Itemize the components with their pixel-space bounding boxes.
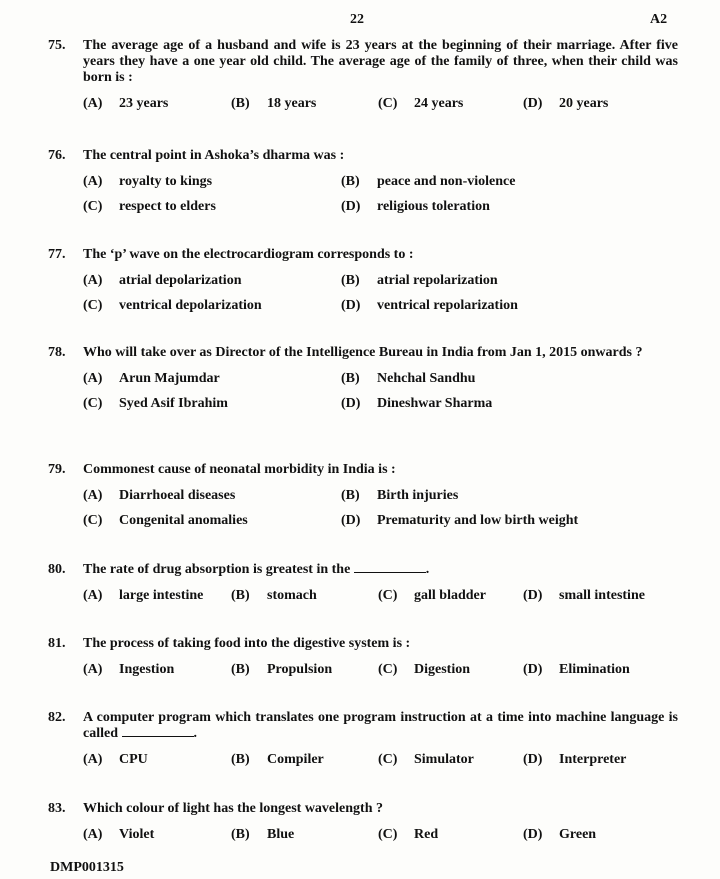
option-b[interactable]: (B) stomach	[231, 588, 317, 603]
question-80	[48, 562, 678, 613]
question-text: The average age of a husband and wife is 23 years at the beginning of their marriage. After five years they have a one year old child. The average age of the family of three, when their child was born is :	[83, 38, 678, 85]
option-d[interactable]: (D) Prematurity and low birth weight	[341, 513, 579, 528]
question-text-body: The rate of drug absorption is greatest in the	[83, 562, 351, 577]
option-d[interactable]: (D) Dineshwar Sharma	[341, 396, 493, 411]
question-79	[48, 462, 678, 538]
options	[83, 752, 678, 777]
option-b[interactable]: (B) Nehchal Sandhu	[341, 371, 476, 386]
option-b[interactable]: (B) Blue	[231, 827, 295, 842]
option-b[interactable]: (B) atrial repolarization	[341, 273, 498, 288]
footer-code: DMP001315	[50, 860, 124, 875]
options	[83, 488, 678, 538]
option-d[interactable]: (D) Elimination	[523, 662, 630, 677]
option-a[interactable]: (A) CPU	[83, 752, 148, 767]
question-number: 77.	[48, 247, 66, 262]
option-d[interactable]: (D) 20 years	[523, 96, 609, 111]
options	[83, 96, 678, 121]
option-a[interactable]: (A) Violet	[83, 827, 155, 842]
option-d[interactable]: (D) Interpreter	[523, 752, 627, 767]
option-c[interactable]: (C) gall bladder	[378, 588, 486, 603]
question-76	[48, 148, 678, 224]
options	[83, 827, 678, 852]
option-b[interactable]: (B) Birth injuries	[341, 488, 459, 503]
option-a[interactable]: (A) Ingestion	[83, 662, 175, 677]
question-number: 78.	[48, 345, 66, 360]
option-c[interactable]: (C) Congenital anomalies	[83, 513, 248, 528]
question-text-body: A computer program which translates one program instruction at a time into machine language is called	[83, 710, 678, 741]
page-number: 22	[350, 12, 364, 27]
option-c[interactable]: (C) Digestion	[378, 662, 470, 677]
option-d[interactable]: (D) religious toleration	[341, 199, 490, 214]
options	[83, 588, 678, 613]
question-78	[48, 345, 678, 421]
option-b[interactable]: (B) 18 years	[231, 96, 317, 111]
question-number: 76.	[48, 148, 66, 163]
option-a[interactable]: (A) Diarrhoeal diseases	[83, 488, 236, 503]
question-83	[48, 801, 678, 852]
option-a[interactable]: (A) atrial depolarization	[83, 273, 242, 288]
option-d[interactable]: (D) ventrical repolarization	[341, 298, 518, 313]
option-d[interactable]: (D) small intestine	[523, 588, 645, 603]
option-a[interactable]: (A) large intestine	[83, 588, 204, 603]
options	[83, 371, 678, 421]
question-number: 75.	[48, 38, 66, 53]
question-number: 80.	[48, 562, 66, 577]
question-text: The process of taking food into the digestive system is :	[83, 636, 411, 651]
option-b[interactable]: (B) Propulsion	[231, 662, 333, 677]
option-c[interactable]: (C) ventrical depolarization	[83, 298, 262, 313]
option-c[interactable]: (C) Syed Asif Ibrahim	[83, 396, 228, 411]
booklet-code: A2	[650, 12, 668, 27]
question-text: The rate of drug absorption is greatest in the .	[83, 562, 430, 577]
question-81	[48, 636, 678, 687]
answer-blank	[354, 562, 426, 573]
question-number: 79.	[48, 462, 66, 477]
question-text: The ‘p’ wave on the electrocardiogram corresponds to :	[83, 247, 414, 262]
question-text: A computer program which translates one program instruction at a time into machine language is called .	[83, 710, 678, 741]
question-text: Which colour of light has the longest wavelength ?	[83, 801, 383, 816]
question-75	[48, 38, 678, 121]
option-a[interactable]: (A) royalty to kings	[83, 174, 213, 189]
option-b[interactable]: (B) peace and non-violence	[341, 174, 516, 189]
question-text: Who will take over as Director of the Intelligence Bureau in India from Jan 1, 2015 onwards ?	[83, 345, 643, 360]
option-c[interactable]: (C) Red	[378, 827, 439, 842]
question-number: 81.	[48, 636, 66, 651]
option-d[interactable]: (D) Green	[523, 827, 597, 842]
option-c[interactable]: (C) respect to elders	[83, 199, 216, 214]
question-number: 82.	[48, 710, 66, 725]
option-c[interactable]: (C) 24 years	[378, 96, 464, 111]
question-number: 83.	[48, 801, 66, 816]
question-text: The central point in Ashoka’s dharma was :	[83, 148, 345, 163]
option-a[interactable]: (A) 23 years	[83, 96, 169, 111]
options	[83, 662, 678, 687]
question-82	[48, 710, 678, 777]
option-c[interactable]: (C) Simulator	[378, 752, 474, 767]
answer-blank	[122, 726, 194, 737]
options	[83, 273, 678, 323]
question-77	[48, 247, 678, 323]
option-a[interactable]: (A) Arun Majumdar	[83, 371, 220, 386]
question-text: Commonest cause of neonatal morbidity in India is :	[83, 462, 396, 477]
option-b[interactable]: (B) Compiler	[231, 752, 324, 767]
options	[83, 174, 678, 224]
